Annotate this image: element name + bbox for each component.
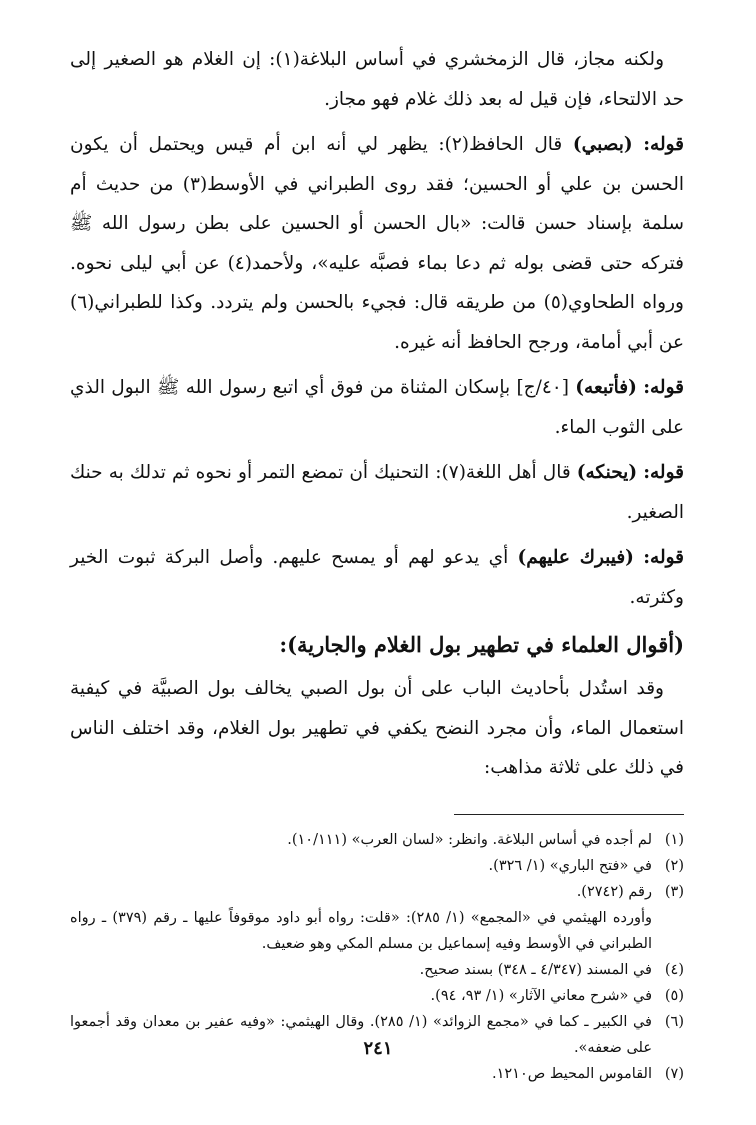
qawluhu-label: قوله: [643,134,685,155]
footnote-item [70,827,684,853]
footnote-text: لم أجده في أساس البلاغة. وانظر: «لسان العرب» (١٠/١١١). [287,831,652,848]
footnote-number: (٢) [664,857,684,874]
page-number: ٢٤١ [363,1038,393,1059]
paragraph-4 [70,453,684,532]
footnote-item [70,853,684,879]
footnote-item [70,1061,684,1087]
footnote-text: في المسند (٤/٣٤٧ ـ ٣٤٨) بسند صحيح. [419,961,652,978]
paragraph-5 [70,538,684,617]
footnote-number: (٦) [664,1013,684,1030]
paragraph-2 [70,125,684,362]
term-fayubarriku: (فيبرك عليهم) [517,547,634,568]
qawluhu-label: قوله: [643,547,685,568]
section-heading: (أقوال العلماء في تطهير بول الغلام والجارية): [279,632,684,657]
qawluhu-label: قوله: [643,462,684,483]
paragraph-6: وقد استُدل بأحاديث الباب على أن بول الصبي يخالف بول الصبيَّة في كيفية استعمال الماء، وأن مجرد النضح يكفي في تطهير بول الغلام، وقد اختلف الناس في ذلك على ثلاثة مذاهب: [70,678,684,778]
term-bisabiy: (بصبي) [572,134,633,155]
footnote-number: (٣) [664,883,684,900]
page-content [70,40,684,1087]
paragraph-4-text: قال أهل اللغة(٧): التحنيك أن تمضع التمر أو نحوه ثم تدلك به حنك الصغير. [70,462,684,523]
footnote-number: (٥) [664,987,684,1004]
footnote-item [70,879,684,905]
footnote-number: (٤) [664,961,684,978]
footnote-number: (١) [664,831,684,848]
paragraph-3-text: [٤٠/ج] بإسكان المثناة من فوق أي اتبع رسول الله ﷺ البول الذي على الثوب الماء. [70,377,684,438]
paragraph-5-text: أي يدعو لهم أو يمسح عليهم. وأصل البركة ثبوت الخير وكثرته. [70,547,684,608]
paragraph-2-text: قال الحافظ(٢): يظهر لي أنه ابن أم قيس ويحتمل أن يكون الحسن بن علي أو الحسين؛ فقد روى الطبراني في الأوسط(٣) من حديث أم سلمة بإسناد حسن قالت: «بال الحسن أو الحسين على بطن رسول الله ﷺ فتركه حتى قضى بوله ثم دعا بماء فصبَّه عليه»، ولأحمد(٤) عن أبي ليلى نحوه. ورواه الطحاوي(٥) من طريقه قال: فجيء بالحسن ولم يتردد. وكذا للطبراني(٦) عن أبي أمامة، ورجح الحافظ أنه غيره. [70,134,684,353]
footnote-item [70,983,684,1009]
paragraph-1: ولكنه مجاز، قال الزمخشري في أساس البلاغة(١): إن الغلام هو الصغير إلى حد الالتحاء، فإن قيل له بعد ذلك غلام فهو مجاز. [70,49,684,110]
footnote-divider [454,814,684,815]
qawluhu-label: قوله: [643,377,684,398]
footnote-item [70,957,684,983]
footnote-number: (٧) [664,1065,684,1082]
paragraph-3 [70,368,684,447]
footnote-text: رقم (٢٧٤٢). [576,883,652,900]
footnote-continuation: وأورده الهيثمي في «المجمع» (١/ ٢٨٥): «قلت: رواه أبو داود موقوفاً عليها ـ رقم (٣٧٩) ـ رواه الطبراني في الأوسط وفيه إسماعيل بن مسلم المكي وهو ضعيف. [70,909,652,952]
footnote-text: في الكبير ـ كما في «مجمع الزوائد» (١/ ٢٨٥). وقال الهيثمي: «وفيه عفير بن معدان وقد أجمعوا على ضعفه». [70,1013,652,1056]
term-yuhannikuhu: (يحنكه) [576,462,638,483]
term-fatbaahu: (فأتبعه) [575,377,637,398]
footnote-text: القاموس المحيط ص١٢١٠. [492,1065,652,1082]
footnote-text: في «شرح معاني الآثار» (١/ ٩٣، ٩٤). [430,987,652,1004]
footnote-text: في «فتح الباري» (١/ ٣٢٦). [488,857,652,874]
